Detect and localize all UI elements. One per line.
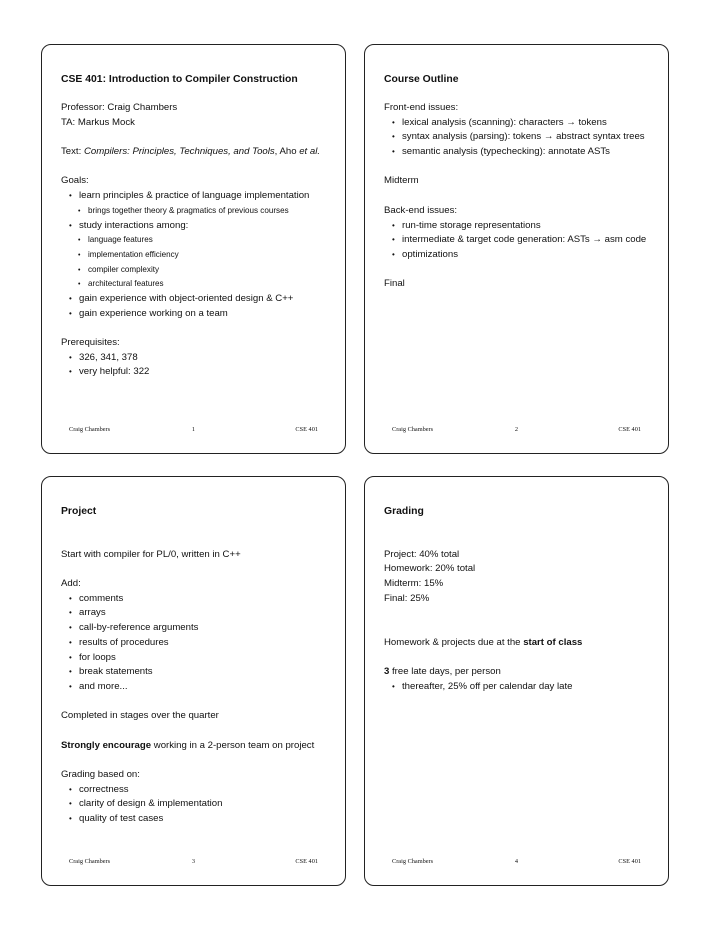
list-item: • and more... <box>61 680 331 695</box>
list-item: • learn principles & practice of language implementation <box>61 189 331 204</box>
add-heading: Add: <box>61 578 81 590</box>
goals-heading: Goals: <box>61 175 89 187</box>
slide-title: CSE 401: Introduction to Compiler Construction <box>61 74 298 85</box>
list-item: • quality of test cases <box>61 812 331 827</box>
project-start-line: Start with compiler for PL/0, written in C++ <box>61 548 241 560</box>
professor-line: Professor: Craig Chambers <box>61 102 178 113</box>
slide-title: Course Outline <box>384 74 459 85</box>
late-days-line <box>384 665 654 680</box>
list-item: • 326, 341, 378 <box>61 351 331 366</box>
list-subitem: • architectural features <box>61 277 331 292</box>
list-item: • comments <box>61 592 331 607</box>
ta-line: TA: Markus Mock <box>61 116 135 128</box>
footer-course: CSE 401 <box>618 858 641 865</box>
list-item: • thereafter, 25% off per calendar day late <box>384 680 654 695</box>
list-item: • results of procedures <box>61 636 331 651</box>
list-item: • call-by-reference arguments <box>61 621 331 636</box>
slide-content <box>384 72 654 292</box>
slide-footer <box>69 426 318 436</box>
team-emphasis: Strongly encourage <box>61 739 152 751</box>
slide-title: Grading <box>384 506 424 517</box>
footer-course: CSE 401 <box>295 858 318 865</box>
textbook-title: Compilers: Principles, Techniques, and Tools <box>83 146 275 158</box>
textbook-etal: et al. <box>299 146 321 158</box>
due-prefix: Homework & projects due at the <box>384 636 524 648</box>
slide-3 <box>41 476 346 886</box>
back-end-heading: Back-end issues: <box>384 204 458 216</box>
footer-author: Craig Chambers <box>392 426 434 433</box>
slide-4 <box>364 476 669 886</box>
list-item: • for loops <box>61 651 331 666</box>
list-item: • gain experience with object-oriented design & C++ <box>61 292 331 307</box>
list-item: • gain experience working on a team <box>61 307 331 322</box>
list-item: • very helpful: 322 <box>61 365 331 380</box>
late-days-rest: free late days, per person <box>389 666 501 678</box>
slide-title: Project <box>61 506 97 517</box>
footer-page-number: 1 <box>191 426 196 433</box>
slide-content <box>61 504 331 827</box>
footer-author: Craig Chambers <box>69 426 111 433</box>
list-item: • study interactions among: <box>61 219 331 234</box>
stages-line: Completed in stages over the quarter <box>61 710 219 722</box>
footer-course: CSE 401 <box>295 426 318 433</box>
list-item: • run-time storage representations <box>384 219 654 234</box>
list-item: • lexical analysis (scanning): characters → tokens <box>384 116 654 131</box>
list-item: • clarity of design & implementation <box>61 797 331 812</box>
slide-footer <box>392 426 641 436</box>
footer-course: CSE 401 <box>618 426 641 433</box>
final-line: Final <box>384 278 405 290</box>
footer-author: Craig Chambers <box>392 858 434 865</box>
slide-content <box>61 72 331 380</box>
list-item: • arrays <box>61 606 331 621</box>
textbook-line <box>61 145 331 160</box>
grade-project-line: Project: 40% total <box>384 548 460 560</box>
prereq-heading: Prerequisites: <box>61 337 120 348</box>
late-days-count: 3 <box>384 666 390 678</box>
slide-content <box>384 504 654 695</box>
slide-footer <box>392 858 641 868</box>
list-item: • semantic analysis (typechecking): annotate ASTs <box>384 145 654 160</box>
team-rest: working in a 2-person team on project <box>151 739 315 751</box>
grade-midterm-line: Midterm: 15% <box>384 578 444 590</box>
team-line <box>61 739 331 754</box>
list-subitem: • implementation efficiency <box>61 248 331 263</box>
footer-page-number: 2 <box>514 426 519 433</box>
list-subitem: • brings together theory & pragmatics of previous courses <box>61 204 331 219</box>
due-emphasis: start of class <box>523 636 583 648</box>
footer-author: Craig Chambers <box>69 858 111 865</box>
due-line <box>384 636 654 651</box>
list-item: • optimizations <box>384 248 654 263</box>
textbook-prefix: Text: <box>61 146 84 158</box>
slide-1 <box>41 44 346 454</box>
list-item: • correctness <box>61 783 331 798</box>
slide-footer <box>69 858 318 868</box>
list-item: • intermediate & target code generation: ASTs → asm code <box>384 233 654 248</box>
footer-page-number: 3 <box>191 858 196 865</box>
list-subitem: • compiler complexity <box>61 263 331 278</box>
midterm-line: Midterm <box>384 175 419 187</box>
grade-homework-line: Homework: 20% total <box>384 563 476 575</box>
list-item: • break statements <box>61 665 331 680</box>
footer-page-number: 4 <box>514 858 519 865</box>
list-subitem: • language features <box>61 233 331 248</box>
grading-heading: Grading based on: <box>61 769 140 780</box>
textbook-author: , Aho <box>274 146 300 158</box>
list-item: • syntax analysis (parsing): tokens → abstract syntax trees <box>384 130 654 145</box>
grade-final-line: Final: 25% <box>384 592 430 604</box>
slide-2 <box>364 44 669 454</box>
front-end-heading: Front-end issues: <box>384 102 459 113</box>
